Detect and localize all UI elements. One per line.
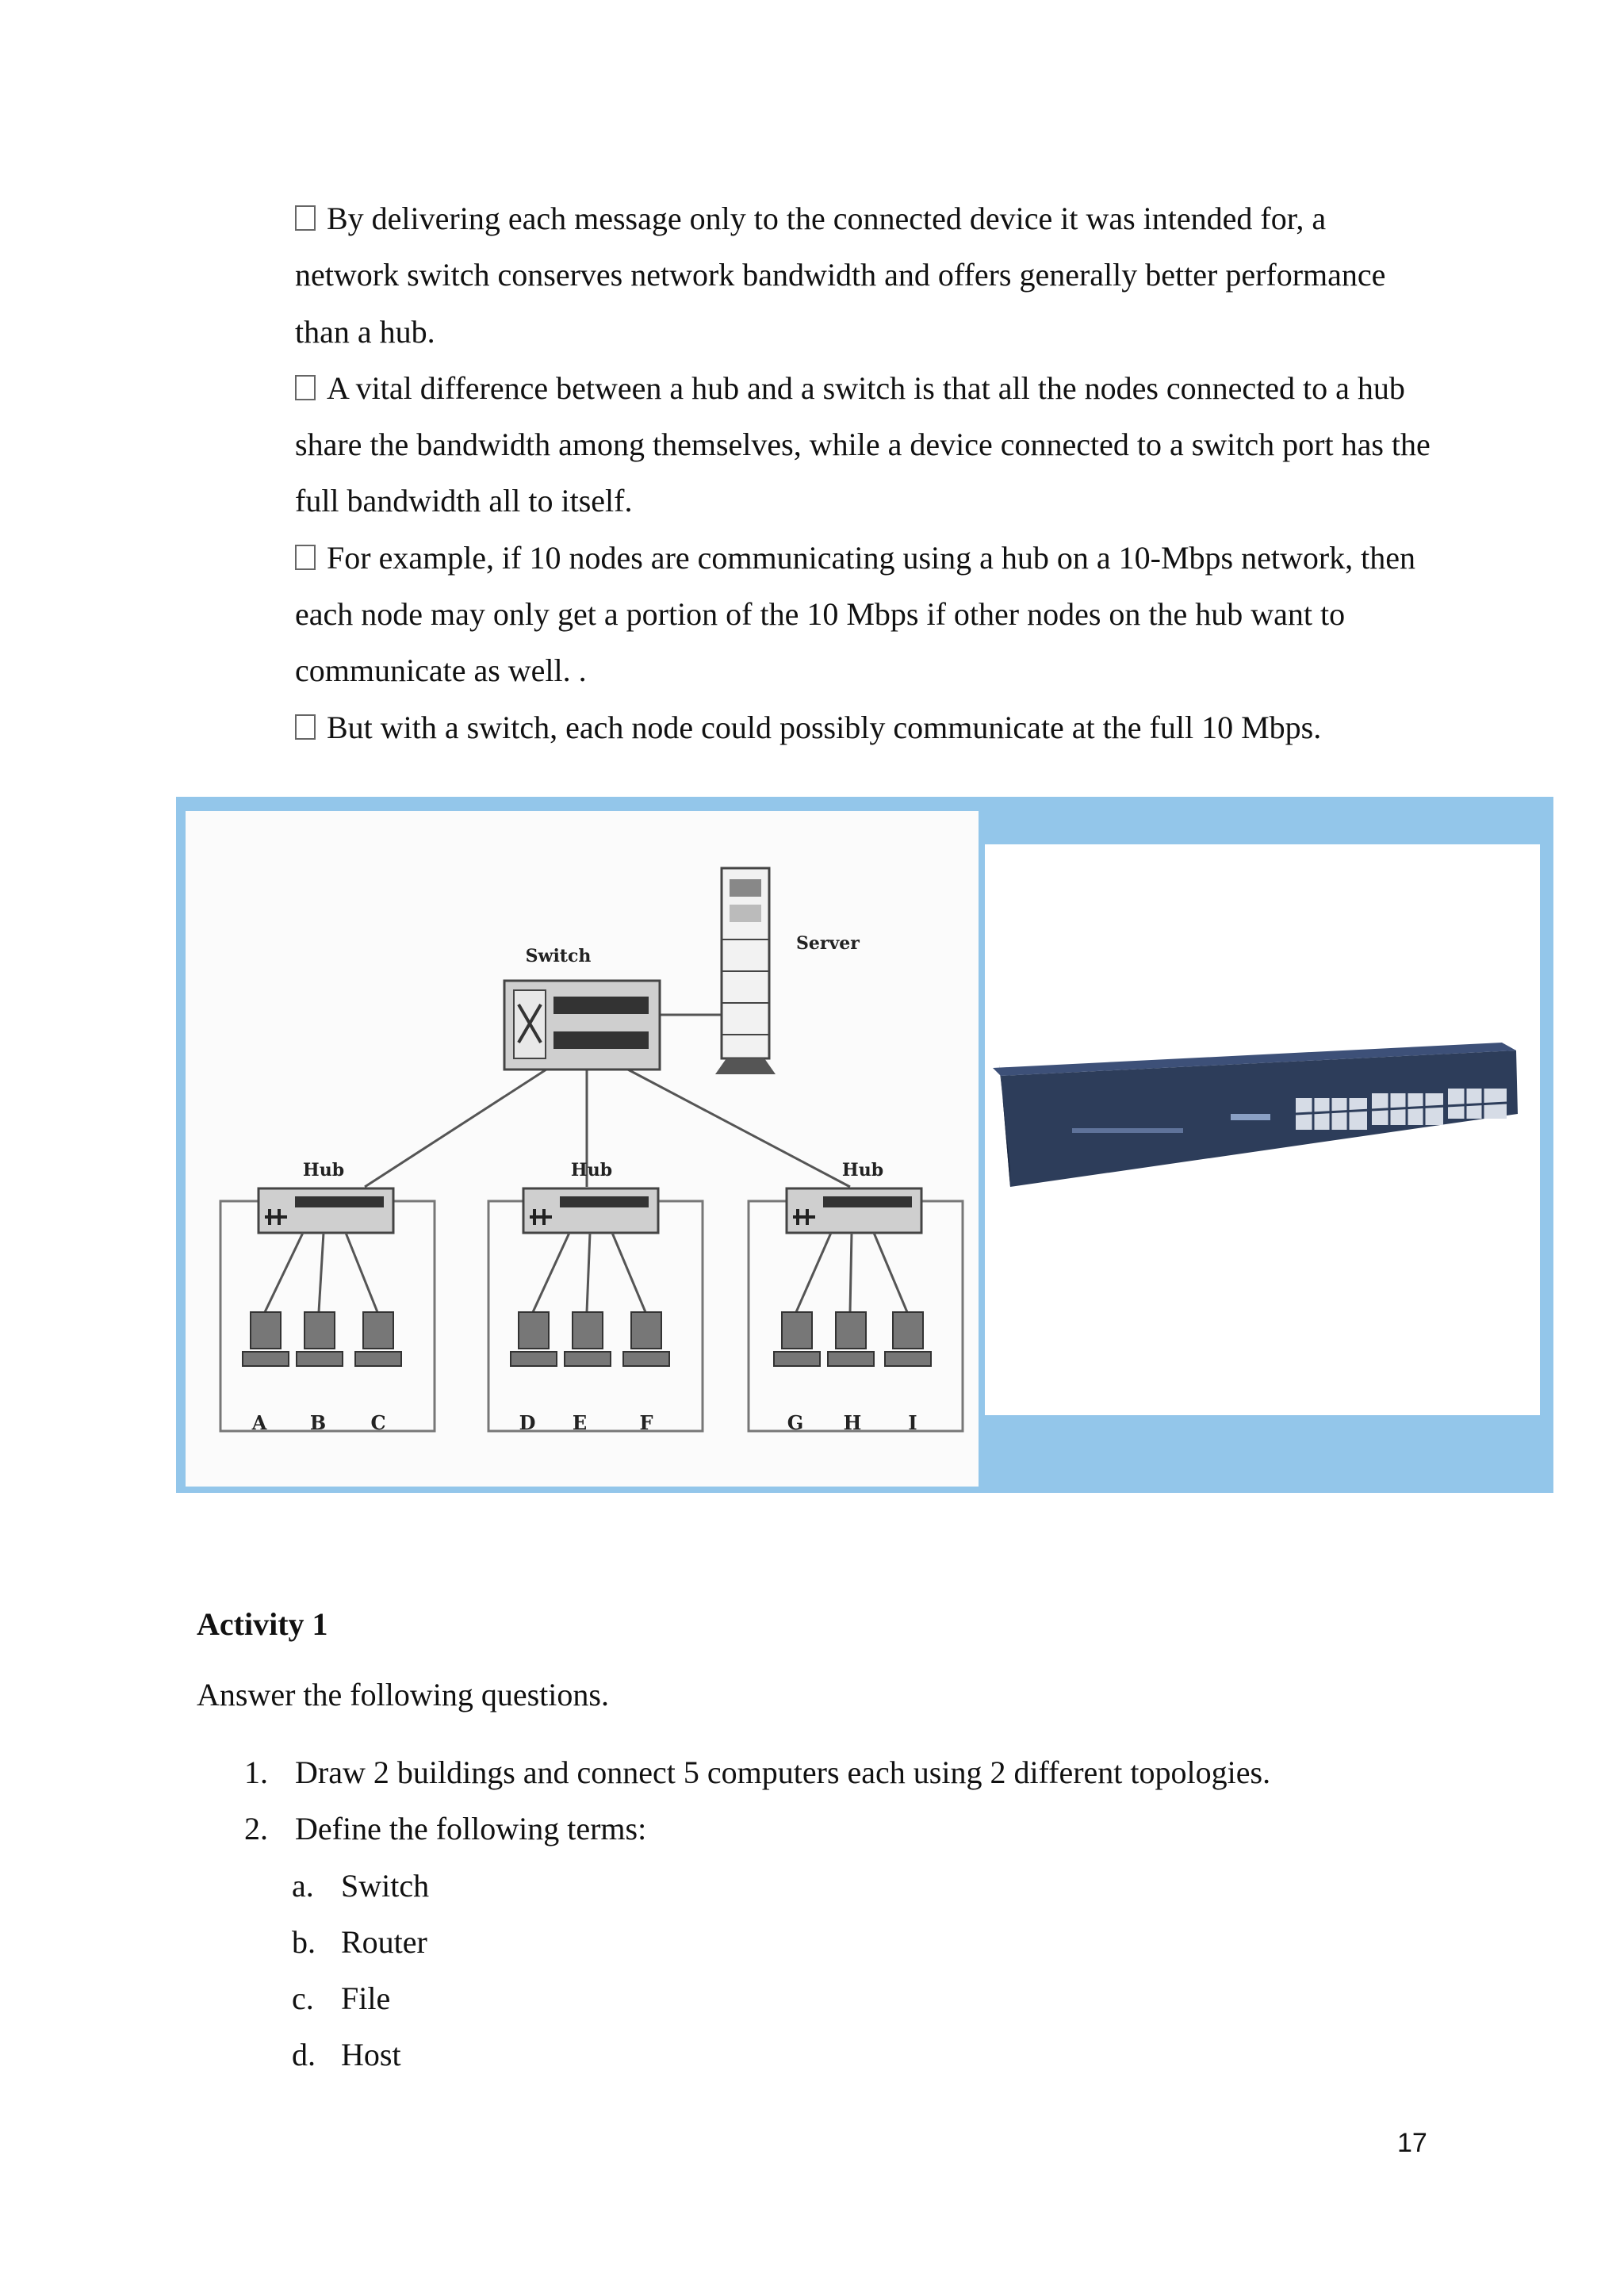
diagram-panel [186,811,979,1487]
term-letter: c. [292,1980,314,2017]
hub-device [259,1188,393,1233]
hub-label: Hub [841,1160,884,1181]
bullet-box-icon [295,205,316,231]
computer-label: F [639,1411,653,1434]
bullet-box-icon [295,375,316,400]
bullet-box-icon [295,714,316,740]
question-item [244,1744,1270,1800]
computer-label: E [572,1411,588,1434]
bullet-item: For example, if 10 nodes are communicating using a hub on a 10-Mbps network, then each node may only get a portion of the 10 Mbps if other nodes on the hub want to communicate as well. . [295,539,1416,689]
computer-label: G [787,1411,804,1434]
bullet-item: By delivering each message only to the connected device it was intended for, a network switch conserves network bandwidth and offers generally better performance than a hub. [295,201,1386,350]
question-text: Draw 2 buildings and connect 5 computers each using 2 different topologies. [295,1755,1271,1790]
computer-label: B [309,1411,327,1434]
network-diagram [176,797,1553,1493]
term-letter: b. [292,1923,316,1960]
question-list [244,1744,1270,2084]
activity-intro: Answer the following questions. [197,1677,609,1712]
switch-device [504,981,660,1070]
hub-label: Hub [570,1160,613,1181]
bullet-item: A vital difference between a hub and a switch is that all the nodes connected to a hub share the bandwidth among themselves, while a device connected to a switch port has the full bandwidth all to itself. [295,369,1431,519]
bullet-box-icon [295,545,316,570]
term-item [292,1858,1270,1914]
computer-label: A [251,1411,267,1434]
computer-label: H [843,1411,862,1434]
term-letter: a. [292,1867,314,1904]
question-number: 2. [244,1811,268,1847]
question-number: 1. [244,1755,268,1790]
page-number: 17 [1397,2128,1427,2158]
bullet-list [295,190,1437,756]
computer-label: I [908,1411,917,1434]
network-figure [176,797,1553,1493]
term-item [292,1970,1270,2026]
term-text: Router [341,1923,427,1960]
activity-title: Activity 1 [197,1606,328,1642]
term-text: Switch [341,1867,430,1904]
question-text: Define the following terms: [295,1811,647,1847]
computer-label: C [370,1411,386,1434]
question-item [244,1800,1270,1857]
hub-device [787,1188,921,1233]
hub-label: Hub [302,1160,345,1181]
term-item [292,2026,1270,2083]
term-text: File [341,1980,391,2017]
server-label: Server [796,933,860,954]
term-text: Host [341,2037,401,2073]
switch-label: Switch [525,946,592,966]
computer-label: D [519,1411,536,1434]
hub-device [523,1188,658,1233]
term-letter: d. [292,2037,316,2073]
server-device [715,868,776,1074]
bullet-item: But with a switch, each node could possibly communicate at the full 10 Mbps. [295,699,1437,756]
term-item [292,1914,1270,1970]
term-list [292,1858,1270,2084]
